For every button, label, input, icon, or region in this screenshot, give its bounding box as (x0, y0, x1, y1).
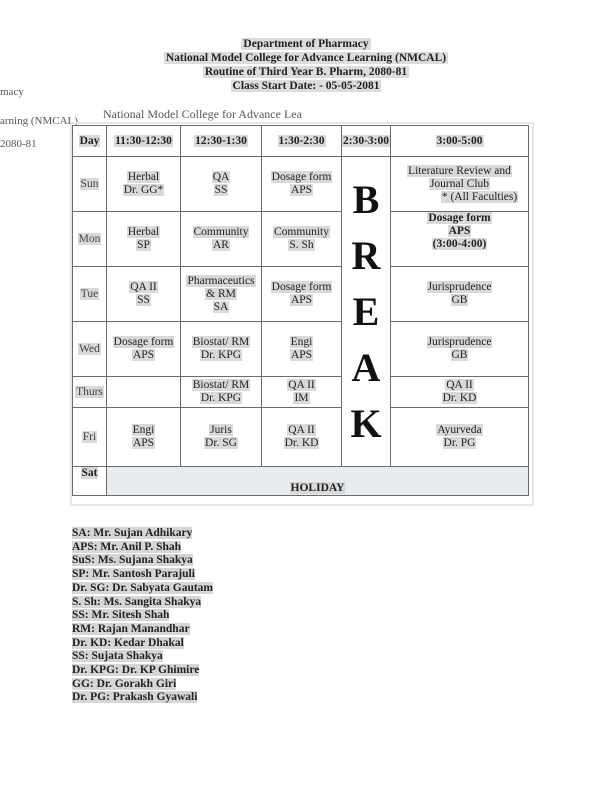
class-cell: Literature Review and Journal Club * (All Faculties) (391, 157, 529, 212)
legend-item: SS: Sujata Shakya (72, 650, 163, 663)
class-start-date: Class Start Date: - 05-05-2081 (232, 80, 380, 92)
legend-item: APS: Mr. Anil P. Shah (72, 540, 182, 553)
break-letter: A (351, 344, 381, 390)
column-header: 1:30-2:30 (262, 126, 342, 157)
table-row (73, 377, 529, 408)
faculty-legend (72, 527, 213, 705)
class-cell: Jurisprudence GB (391, 322, 529, 377)
class-cell: Dosage form APS (3:00-4:00) (391, 212, 529, 267)
class-cell: Community AR (181, 212, 262, 267)
day-cell: Wed (73, 322, 107, 377)
class-cell: Dosage form APS (107, 322, 181, 377)
college-title: National Model College for Advance Learning (NMCAL) (165, 52, 447, 64)
legend-item: SuS: Ms. Sujana Shakya (72, 554, 193, 567)
class-cell: Engi APS (262, 322, 342, 377)
table-row (73, 212, 529, 267)
class-cell: Biostat/ RM Dr. KPG (181, 377, 262, 408)
legend-item: GG: Dr. Gorakh Giri (72, 677, 177, 690)
day-cell: Thurs (73, 377, 107, 408)
class-cell: QA SS (181, 157, 262, 212)
column-header: Day (73, 126, 107, 157)
table-row (73, 322, 529, 377)
class-cell: Dosage form APS (262, 157, 342, 212)
break-letter: E (352, 288, 380, 334)
class-cell: QA II IM (262, 377, 342, 408)
ghost-text: National Model College for Advance Lea (103, 107, 302, 121)
legend-item: SP: Mr. Santosh Parajuli (72, 568, 195, 581)
column-header: 12:30-1:30 (181, 126, 262, 157)
table-header-row (73, 126, 529, 157)
class-cell (107, 377, 181, 408)
table-row (73, 467, 529, 496)
class-cell: Herbal SP (107, 212, 181, 267)
break-letter: R (351, 232, 381, 278)
legend-item: S. Sh: Ms. Sangita Shakya (72, 595, 202, 608)
column-header: 2:30-3:00 (342, 126, 391, 157)
ghost-text: macy (0, 86, 24, 98)
column-header: 3:00-5:00 (391, 126, 529, 157)
table-row (73, 267, 529, 322)
column-header: 11:30-12:30 (107, 126, 181, 157)
day-cell: Sat (73, 467, 107, 496)
break-letter: B (352, 176, 380, 222)
holiday-cell: HOLIDAY (107, 467, 529, 496)
ghost-text: 2080-81 (0, 138, 37, 150)
table-row (73, 157, 529, 212)
day-cell: Fri (73, 408, 107, 467)
table-row (73, 408, 529, 467)
class-cell: Herbal Dr. GG* (107, 157, 181, 212)
class-cell: Pharmaceutics & RM SA (181, 267, 262, 322)
day-cell: Mon (73, 212, 107, 267)
class-cell: Jurisprudence GB (391, 267, 529, 322)
legend-item: Dr. KPG: Dr. KP Ghimire (72, 664, 200, 677)
class-cell: Dosage form APS (262, 267, 342, 322)
routine-table (72, 125, 529, 496)
class-cell: Ayurveda Dr. PG (391, 408, 529, 467)
ghost-text: arning (NMCAL) (0, 115, 78, 127)
day-cell: Tue (73, 267, 107, 322)
class-cell: QA II SS (107, 267, 181, 322)
class-cell: Juris Dr. SG (181, 408, 262, 467)
legend-item: Dr. SG: Dr. Sabyata Gautam (72, 581, 213, 594)
class-cell: Community S. Sh (262, 212, 342, 267)
department-title: Department of Pharmacy (243, 38, 369, 50)
day-cell: Sun (73, 157, 107, 212)
legend-item: Dr. KD: Kedar Dhakal (72, 636, 184, 649)
class-cell: Engi APS (107, 408, 181, 467)
class-cell: QA II Dr. KD (262, 408, 342, 467)
break-column (342, 157, 391, 467)
legend-item: RM: Rajan Manandhar (72, 622, 190, 635)
legend-item: SS: Mr. Sitesh Shah (72, 609, 170, 622)
class-cell: QA II Dr. KD (391, 377, 529, 408)
class-cell: Biostat/ RM Dr. KPG (181, 322, 262, 377)
break-letter: K (350, 400, 382, 446)
legend-item: SA: Mr. Sujan Adhikary (72, 527, 193, 539)
legend-item: Dr. PG: Prakash Gyawali (72, 691, 198, 704)
routine-title: Routine of Third Year B. Pharm, 2080-81 (204, 66, 408, 78)
